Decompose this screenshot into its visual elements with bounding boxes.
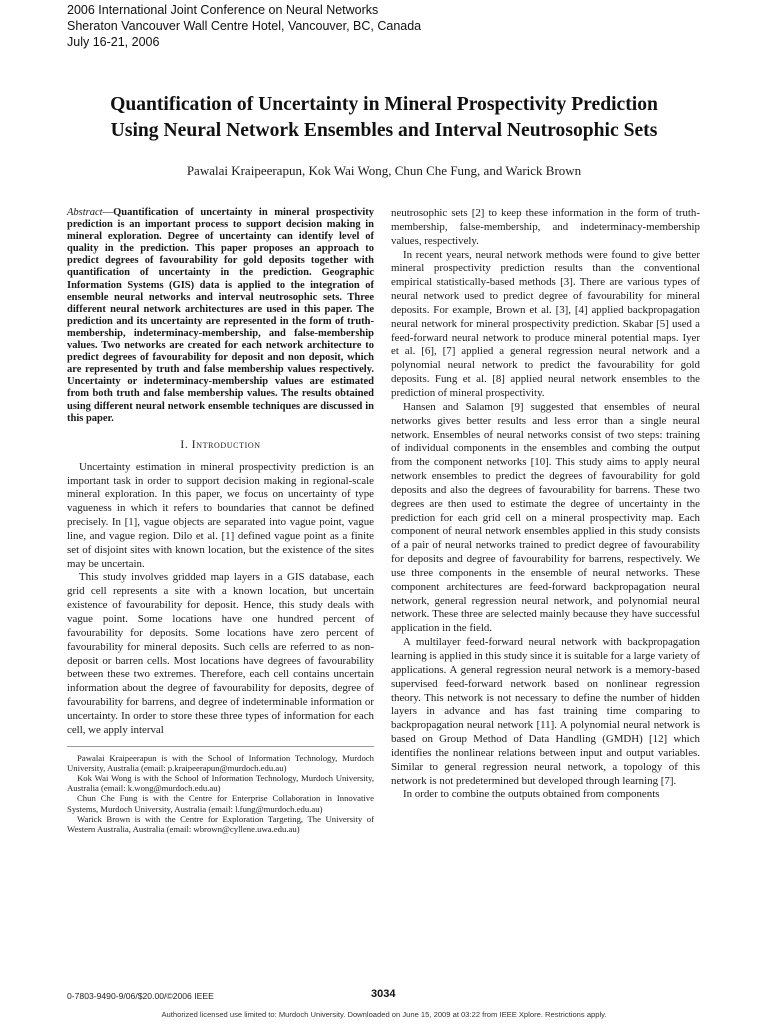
intro-continuation: neutrosophic sets [2] to keep these information in the form of truth-membership, false-membership, and indeterminacy-membership values, respectively. <box>391 207 700 247</box>
paper-title-line: Quantification of Uncertainty in Mineral Prospectivity Prediction <box>110 94 658 115</box>
left-column <box>67 207 374 834</box>
intro-paragraph: In recent years, neural network methods were found to give better mineral prospectivity prediction results than the conventional empirical statistically-based methods [3]. There are various types of neural network used to predict degree of favourability for mineral deposits. For example, Brown et al. [3], [4] applied backpropagation neural network for mineral prospectivity prediction. Skabar [5] used a feed-forward neural network to produce mineral potential maps. Iyer et al. [6], [7] applied a general regression neural network and a polynomial neural network to predict the favourability for gold deposits. Fung et al. [8] applied neural network ensembles to the prediction of mineral prospectivity. <box>391 248 700 399</box>
intro-paragraph: This study involves gridded map layers in a GIS database, each grid cell represents a site with a known location, but uncertain existence of favourability for deposit. Hence, this study deals with vague point. Some locations have one hundred percent of favourability for deposits. Some locations have zero percent of favourability for mineral deposits. Such cells are referred to as non-deposit or barren cells. Most locations have degrees of favourability between these two extremes. Therefore, each cell contains uncertain information about the degree of favourability for deposits, degree of favourability for barrens, and degree of indeterminable information or uncertainty. In order to store these three types of information for each cell, we apply interval <box>67 571 374 736</box>
paper-title-line: Using Neural Network Ensembles and Interval Neutrosophic Sets <box>110 120 658 141</box>
conference-dates: July 16-21, 2006 <box>67 35 160 49</box>
intro-paragraph: Hansen and Salamon [9] suggested that ensembles of neural networks gives better results and less error than a single neural network. Ensembles of neural networks consist of two steps: training of individual components in the ensembles and combing the output from the component networks [10]. This study aims to apply neural network ensembles to predict the degrees of favourability for gold deposits and also the degrees of favourability for barrens. These two degrees are then used to estimate the degree of uncertainty in the prediction for each grid cell on a mineral prospectivity map. Each component of neural network ensembles applied in this study consists of a pair of neural networks trained to predict degree of favourability for deposits and degree of favourability for barrens, respectively. We use three components in the ensemble of neural networks. These component architectures are feed-forward backpropagation neural network, general regression neural network, and polynomial neural network. These three are selected mainly because they have successful application in the field. <box>391 400 700 635</box>
intro-paragraph: In order to combine the outputs obtained from components <box>403 788 660 801</box>
author-footnote: Kok Wai Wong is with the School of Information Technology, Murdoch University, Australia (email: k.wong@murdoch.edu.au) <box>67 772 374 794</box>
copyright-isbn: 0-7803-9490-9/06/$20.00/©2006 IEEE <box>67 991 214 1001</box>
footnote-divider <box>67 746 374 747</box>
conference-name: 2006 International Joint Conference on Neural Networks <box>67 3 379 17</box>
abstract-text: Quantification of uncertainty in mineral prospectivity prediction is an important process to support decision making in mineral exploration. Degree of uncertainty can identify level of quality in the prediction. This paper proposes an approach to predict degrees of favourability for gold deposits together with quantification of uncertainty in the prediction. Geographic Information Systems (GIS) data is applied to the integration of ensemble neural networks and interval neutrosophic sets. Three different neural network architectures are used in this paper. The prediction and its uncertainty are represented in the form of truth-membership, indeterminacy-membership, and false-membership values. Two networks are created for each network architecture to predict degrees of favourability for deposit and non deposit, which are represented by truth and false membership values respectively. Uncertainty or indeterminacy-membership values are estimated from both truth and false membership values. The results obtained using different neural network ensemble techniques are discussed in this paper. <box>67 207 374 424</box>
conference-venue: Sheraton Vancouver Wall Centre Hotel, Vancouver, BC, Canada <box>67 19 422 33</box>
paper-authors: Pawalai Kraipeerapun, Kok Wai Wong, Chun Che Fung, and Warick Brown <box>186 163 582 178</box>
abstract-dash: — <box>102 207 114 218</box>
author-footnote: Chun Che Fung is with the Centre for Enterprise Collaboration in Innovative Systems, Murdoch University, Australia (email: l.fung@murdoch.edu.au) <box>67 793 374 814</box>
abstract-label: Abstract <box>67 207 103 218</box>
abstract <box>67 207 374 425</box>
section-heading-introduction: I. Introduction <box>180 438 261 451</box>
conference-header <box>67 2 487 50</box>
page-number: 3034 <box>371 988 396 1000</box>
author-footnote: Pawalai Kraipeerapun is with the School of Information Technology, Murdoch University, Australia (email: p.kraipeerapun@murdoch.edu.au) <box>67 752 374 773</box>
paper-title <box>40 92 728 144</box>
author-footnote: Warick Brown is with the Centre for Exploration Targeting, The University of Western Australia, Australia (email: wbrown@cyllene.uwa.edu.au) <box>67 813 374 834</box>
intro-paragraph: Uncertainty estimation in mineral prospectivity prediction is an important task in order to support decision making in regional-scale mineral exploration. In this paper, we focus on uncertainty of type vagueness in which it refers to boundaries that cannot be defined precisely. In [1], vague objects are separated into vague point, vague line, and vague region. Dilo et al. [1] defined vague point as a finite set of disjoint sites with known location, but the existence of the sites may be uncertain. <box>67 460 374 570</box>
intro-paragraph: A multilayer feed-forward neural network with backpropagation learning is applied in this study since it is suitable for a large variety of applications. A general regression neural network is a memory-based supervised feed-forward network based on nonlinear regression theory. This network is not necessary to define the number of hidden layers in advance and has fast training time comparing to backpropagation neural network [11]. A polynomial neural network is based on Group Method of Data Handling (GMDH) [12] which identifies the nonlinear relations between input and output variables. Similar to general regression neural network, a topology of this network is not predetermined but developed through learning [7]. <box>391 636 700 787</box>
right-column <box>391 207 700 802</box>
authorization-notice: Authorized licensed use limited to: Murdoch University. Downloaded on June 15, 2009 at 03:22 from IEEE Xplore. Restrictions apply. <box>161 1010 607 1019</box>
